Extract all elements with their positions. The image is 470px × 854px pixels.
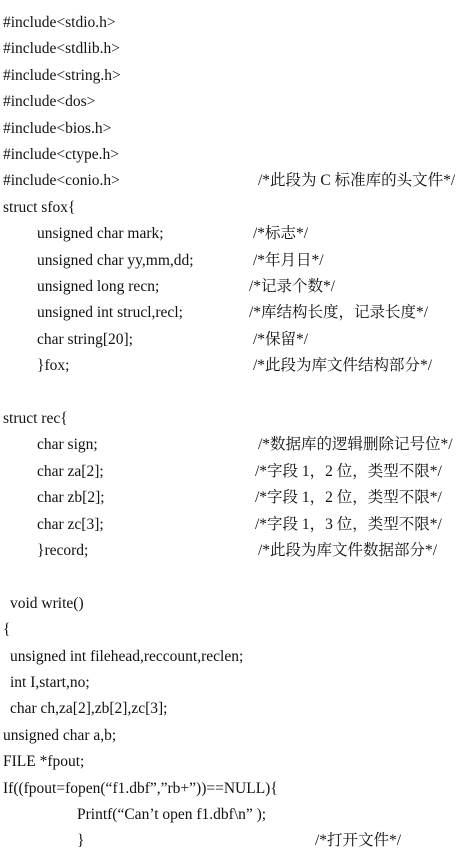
code-text: Printf(“Can’t open f1.dbf\n” ); bbox=[77, 806, 267, 823]
code-text: FILE *fpout; bbox=[3, 753, 85, 771]
code-text: }fox; bbox=[37, 357, 70, 375]
code-text: unsigned long recn; bbox=[37, 278, 160, 295]
code-comment: /*字段 1，2 位，类型不限*/ bbox=[255, 489, 442, 507]
code-text: #include<conio.h> bbox=[3, 172, 120, 190]
code-line bbox=[0, 696, 470, 722]
code-comment: /*字段 1，2 位，类型不限*/ bbox=[255, 462, 442, 480]
code-text: unsigned char mark; bbox=[37, 225, 164, 243]
code-line bbox=[0, 327, 470, 353]
code-line bbox=[0, 538, 470, 564]
code-line bbox=[0, 142, 470, 168]
code-comment: /*数据库的逻辑删除记号位*/ bbox=[258, 436, 453, 454]
code-comment: /*保留*/ bbox=[253, 330, 309, 348]
code-line bbox=[0, 617, 470, 643]
code-text: unsigned char a,b; bbox=[3, 726, 117, 744]
code-text: char za[2]; bbox=[37, 462, 104, 480]
code-comment: /*年月日*/ bbox=[253, 251, 324, 269]
code-line bbox=[0, 300, 470, 326]
code-line bbox=[0, 670, 470, 696]
code-line bbox=[0, 36, 470, 62]
code-line bbox=[0, 168, 470, 194]
code-text: struct sfox{ bbox=[3, 198, 76, 216]
code-comment: /*此段为 C 标准库的头文件*/ bbox=[258, 172, 456, 190]
code-text: char zb[2]; bbox=[37, 489, 105, 507]
code-line bbox=[0, 512, 470, 538]
code-line bbox=[0, 116, 470, 142]
code-line bbox=[0, 353, 470, 379]
code-comment: /*记录个数*/ bbox=[249, 278, 336, 295]
code-line bbox=[0, 723, 470, 749]
code-comment: /*此段为库文件结构部分*/ bbox=[253, 357, 433, 375]
code-text: char zc[3]; bbox=[37, 515, 104, 533]
code-text: unsigned int strucl,recl; bbox=[37, 304, 183, 322]
code-line bbox=[0, 221, 470, 247]
code-text: }record; bbox=[37, 542, 89, 559]
code-line bbox=[0, 485, 470, 511]
code-comment: /*打开文件*/ bbox=[315, 832, 402, 850]
code-text: void write() bbox=[10, 594, 84, 612]
code-line bbox=[0, 644, 470, 670]
code-line bbox=[0, 10, 470, 36]
code-text: } bbox=[77, 832, 85, 850]
code-text: #include<bios.h> bbox=[3, 119, 112, 137]
code-text: #include<dos> bbox=[3, 93, 96, 111]
code-text: char ch,za[2],zb[2],zc[3]; bbox=[10, 700, 168, 718]
code-text: char sign; bbox=[37, 436, 98, 454]
code-comment: /*标志*/ bbox=[253, 225, 309, 243]
code-line bbox=[0, 564, 470, 590]
code-line bbox=[0, 776, 470, 802]
code-text: { bbox=[3, 621, 11, 639]
code-text: unsigned int filehead,reccount,reclen; bbox=[10, 647, 244, 665]
code-comment: /*字段 1，3 位，类型不限*/ bbox=[255, 515, 442, 533]
code-line bbox=[0, 63, 470, 89]
code-line bbox=[0, 432, 470, 458]
code-line bbox=[0, 274, 470, 300]
code-line bbox=[0, 89, 470, 115]
code-comment: /*库结构长度，记录长度*/ bbox=[249, 304, 429, 322]
code-text: #include<stdlib.h> bbox=[3, 40, 120, 58]
code-line bbox=[0, 195, 470, 221]
code-line bbox=[0, 459, 470, 485]
code-line bbox=[0, 248, 470, 274]
code-line bbox=[0, 802, 470, 828]
code-text: #include<stdio.h> bbox=[3, 14, 116, 31]
code-text: #include<ctype.h> bbox=[3, 146, 120, 163]
code-line bbox=[0, 406, 470, 432]
code-line bbox=[0, 828, 470, 854]
code-text: #include<string.h> bbox=[3, 66, 121, 84]
code-comment: /*此段为库文件数据部分*/ bbox=[258, 542, 438, 559]
code-text: char string[20]; bbox=[37, 330, 133, 348]
code-text: int I,start,no; bbox=[10, 674, 90, 691]
code-line bbox=[0, 591, 470, 617]
code-text: If((fpout=fopen(“f1.dbf”,”rb+”))==NULL){ bbox=[3, 779, 278, 797]
code-line bbox=[0, 380, 470, 406]
code-text: struct rec{ bbox=[3, 410, 68, 427]
code-line bbox=[0, 749, 470, 775]
code-text: unsigned char yy,mm,dd; bbox=[37, 251, 194, 269]
